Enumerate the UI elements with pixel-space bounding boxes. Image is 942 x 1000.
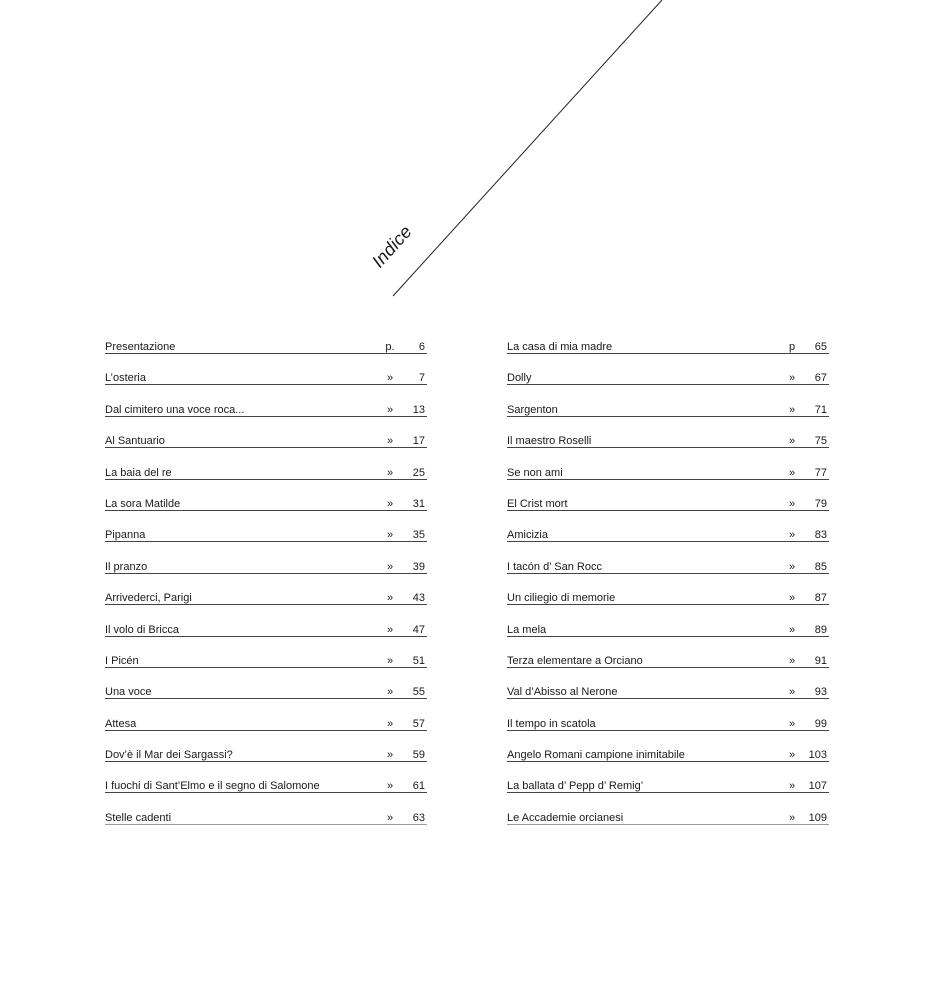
toc-entry-title: La baia del re [105,466,172,479]
toc-entry [105,495,427,526]
toc-entry-page: 75 [814,435,827,448]
toc-entry-page: 31 [412,497,425,510]
toc-entry-page: 57 [412,717,425,730]
toc-entry [105,558,427,589]
toc-entry-marker: » [788,686,796,699]
toc-entry-underline [507,792,829,793]
toc-entry-page: 13 [412,403,425,416]
toc-entry-underline [507,761,829,762]
toc-entry-marker: » [788,497,796,510]
toc-entry-page: 55 [412,686,425,699]
toc-entry-title: Presentazione [105,341,176,353]
toc-entry [105,401,427,432]
toc-entry-title: Il tempo in scatola [507,717,596,730]
toc-entry-underline [507,447,829,448]
toc-entry-underline [507,573,829,574]
toc-entry-title: Dal cimitero una voce roca... [105,403,245,416]
toc-entry-underline [105,447,427,448]
toc-entry-underline [507,541,829,542]
toc-entry-underline [105,667,427,668]
toc-entry-title: La sora Matilde [105,497,181,510]
toc-entry-page: 7 [418,372,425,385]
toc-entry-underline [105,416,427,417]
toc-entry-page: 83 [814,529,827,542]
toc-entry-underline [507,510,829,511]
toc-entry-underline [507,636,829,637]
toc-entry-page: 91 [814,654,827,667]
toc-entry [507,715,829,746]
toc-entry-title: Sargenton [507,403,558,416]
toc-entry [105,338,427,369]
toc-entry-page: 87 [814,592,827,605]
toc-entry-title: Terza elementare a Orciano [507,654,643,667]
toc-entry-title: Val d’Abisso al Nerone [507,686,618,699]
toc-entry-marker: » [788,811,796,824]
toc-entry-marker: » [788,560,796,573]
toc-entry-underline [105,792,427,793]
toc-entry-page: 103 [808,749,827,762]
toc-entry [105,432,427,463]
toc-entry-page: 71 [814,403,827,416]
toc-entry-title: Arrivederci, Parigi [105,592,192,605]
toc-entry-marker: » [386,623,394,636]
toc-entry-underline [105,510,427,511]
toc-entry-title: Se non ami [507,466,563,479]
toc-entry [507,495,829,526]
toc-entry-marker: p [788,341,796,353]
toc-entry-page: 99 [814,717,827,730]
toc-entry-marker: p. [385,341,395,353]
toc-entry-marker: » [386,497,394,510]
toc-entry [105,369,427,400]
toc-entry-title: I fuochi di Sant’Elmo e il segno di Salomone [105,780,320,793]
toc-entry-underline [105,824,427,825]
toc-entry-underline [507,604,829,605]
toc-entry-page: 67 [814,372,827,385]
toc-entry-marker: » [788,435,796,448]
toc-entry [507,558,829,589]
toc-entry-title: Un ciliegio di memorie [507,592,616,605]
toc-entry-marker: » [386,560,394,573]
toc-entry-marker: » [788,592,796,605]
toc-entry-marker: » [386,403,394,416]
toc-entry-title: Amicizia [507,529,548,542]
toc-entry-title: Il pranzo [105,560,148,573]
toc-entry-page: 79 [814,497,827,510]
toc-entry [507,401,829,432]
toc-entry-title: I tacón d’ San Rocc [507,560,602,573]
toc-entry-title: La mela [507,623,547,636]
toc-entry-underline [507,384,829,385]
toc-entry-page: 6 [418,341,425,353]
toc-entry-page: 77 [814,466,827,479]
toc-entry-marker: » [788,529,796,542]
toc-entry [507,621,829,652]
toc-entry-marker: » [386,717,394,730]
toc-entry-underline [507,667,829,668]
toc-entry-underline [105,604,427,605]
toc-entry [507,683,829,714]
toc-entry [507,369,829,400]
toc-entry [507,746,829,777]
toc-entry-marker: » [386,466,394,479]
toc-entry-marker: » [788,780,796,793]
toc-entry-marker: » [788,466,796,479]
toc-entry-title: I Picén [105,654,139,667]
toc-entry [105,809,427,840]
toc-entry [507,464,829,495]
toc-entry-page: 59 [412,749,425,762]
toc-entry [105,777,427,808]
toc-entry-title: Dov’è il Mar dei Sargassi? [105,749,233,762]
toc-entry-page: 39 [412,560,425,573]
toc-entry-underline [105,698,427,699]
toc-entry-title: Attesa [105,717,137,730]
toc-entry-marker: » [788,372,796,385]
toc-entry-page: 93 [814,686,827,699]
toc-entry-underline [105,541,427,542]
toc-entry-underline [105,353,427,354]
toc-entry [105,621,427,652]
toc-entry-underline [105,384,427,385]
toc-entry-page: 51 [412,654,425,667]
toc-entry-marker: » [386,749,394,762]
toc-entry-page: 107 [808,780,827,793]
toc-entry-marker: » [788,749,796,762]
toc-entry [507,809,829,840]
toc-entry [105,464,427,495]
toc-entry [507,432,829,463]
toc-entry-page: 65 [814,341,827,353]
toc-entry-title: Pipanna [105,529,146,542]
toc-entry [105,715,427,746]
toc-column-left [105,338,427,840]
toc-entry-underline [105,761,427,762]
toc-entry [507,777,829,808]
toc-entry-page: 25 [412,466,425,479]
toc-entry [105,746,427,777]
toc-entry-title: Una voce [105,686,152,699]
toc-entry-marker: » [386,372,394,385]
toc-entry-underline [105,730,427,731]
toc-entry-underline [507,698,829,699]
toc-entry-marker: » [788,403,796,416]
toc-entry [507,338,829,369]
toc-entry-page: 85 [814,560,827,573]
toc-entry [507,652,829,683]
page-title: Indice [368,221,416,272]
toc-entry-underline [507,353,829,354]
toc-entry-underline [105,573,427,574]
toc-entry-marker: » [788,654,796,667]
toc-entry-title: Il maestro Roselli [507,435,592,448]
toc-entry-underline [105,479,427,480]
toc-entry-underline [507,730,829,731]
toc-entry-title: L’osteria [105,372,146,385]
toc-entry [105,589,427,620]
toc-entry-page: 109 [808,811,827,824]
toc-entry-underline [507,824,829,825]
toc-entry [105,652,427,683]
toc-entry [105,683,427,714]
toc-entry-title: Stelle cadenti [105,811,172,824]
toc-entry-marker: » [386,435,394,448]
toc-entry-marker: » [386,529,394,542]
toc-entry-title: Le Accademie orcianesi [507,811,624,824]
toc-entry-page: 43 [412,592,425,605]
toc-entry-marker: » [788,623,796,636]
toc-column-right [507,338,829,840]
toc-entry-page: 61 [412,780,425,793]
toc-entry [105,526,427,557]
toc-entry-page: 63 [412,811,425,824]
toc-entry-marker: » [386,811,394,824]
toc-entry-page: 89 [814,623,827,636]
toc-entry-title: La ballata d’ Pepp d’ Remig’ [507,780,644,793]
toc-entry-marker: » [386,654,394,667]
toc-entry-marker: » [386,686,394,699]
toc-entry-marker: » [788,717,796,730]
toc-entry [507,526,829,557]
toc-entry-marker: » [386,780,394,793]
toc-entry-underline [507,479,829,480]
toc-entry [507,589,829,620]
toc-entry-title: La casa di mia madre [507,341,613,353]
toc-entry-title: Il volo di Bricca [105,623,179,636]
toc-entry-title: Angelo Romani campione inimitabile [507,749,685,762]
toc-entry-underline [507,416,829,417]
toc-entry-page: 35 [412,529,425,542]
toc-entry-title: Dolly [507,372,532,385]
toc-entry-title: El Crist mort [507,497,568,510]
toc-entry-page: 17 [412,435,425,448]
toc-entry-underline [105,636,427,637]
toc-entry-marker: » [386,592,394,605]
toc-entry-page: 47 [412,623,425,636]
toc-entry-title: Al Santuario [105,435,165,448]
